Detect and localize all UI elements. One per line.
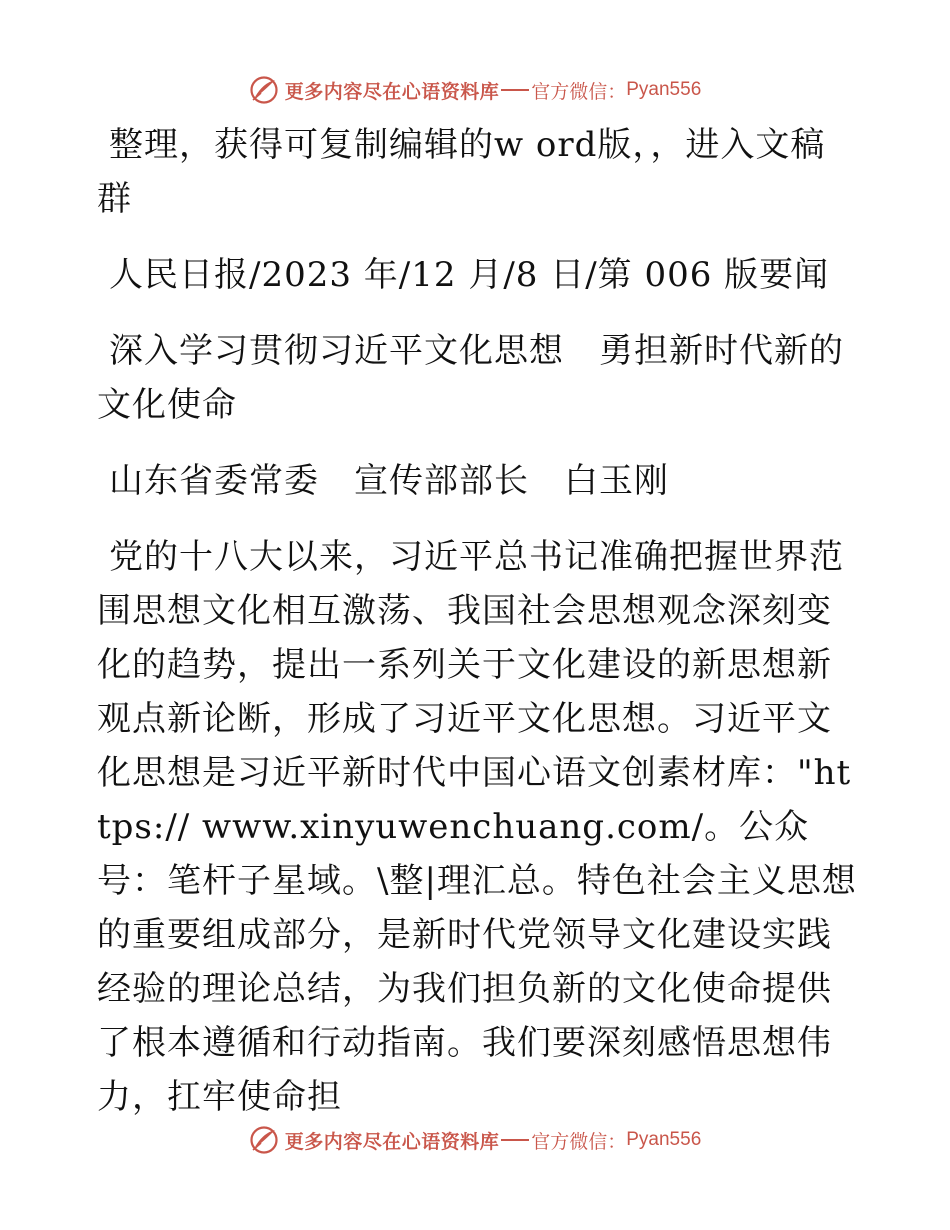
intro-note: 整理，获得可复制编辑的w ord版，，进入文稿群 <box>97 125 826 219</box>
spacer <box>97 508 857 530</box>
spacer <box>97 302 857 324</box>
banner-dash <box>501 1139 529 1141</box>
body-paragraph: 党的十八大以来，习近平总书记准确把握世界范围思想文化相互激荡、我国社会思想观念深刻变化的趋势，提出一系列关于文化建设的新思想新观点新论断，形成了习近平文化思想。习近平文化思想是习近平新时代中国心语文创素材库："https:// www.xinyuwenchuang.com/。公众号：笔杆子星域。\整|理汇总。特色社会主义思想的重要组成部分，是新时代党领导文化建设实践经验的理论总结，为我们担负新的文化使命提供了根本遵循和行动指南。我们要深刻感悟思想伟力，扛牢使命担 <box>97 537 857 1117</box>
footer-watermark-banner <box>0 1120 950 1160</box>
author-line: 山东省委常委 宣传部部长 白玉刚 <box>109 461 669 501</box>
quill-logo-icon <box>249 75 279 105</box>
document-body <box>97 118 857 1124</box>
banner-official-label: 官方微信： <box>531 80 627 103</box>
banner-brand-text: 更多内容尽在心语资料库 <box>284 1130 500 1153</box>
spacer <box>97 226 857 248</box>
banner-wechat-id: Pyan556 <box>626 79 702 100</box>
quill-logo-icon <box>249 1125 279 1155</box>
article-title: 深入学习贯彻习近平文化思想 勇担新时代新的文化使命 <box>97 331 844 425</box>
banner-official-label: 官方微信： <box>531 1130 627 1153</box>
header-watermark-banner <box>0 70 950 110</box>
banner-brand-text: 更多内容尽在心语资料库 <box>284 80 500 103</box>
source-line: 人民日报/2023 年/12 月/8 日/第 006 版要闻 <box>109 255 830 295</box>
banner-wechat-id: Pyan556 <box>626 1129 702 1150</box>
banner-dash <box>501 89 529 91</box>
spacer <box>97 432 857 454</box>
